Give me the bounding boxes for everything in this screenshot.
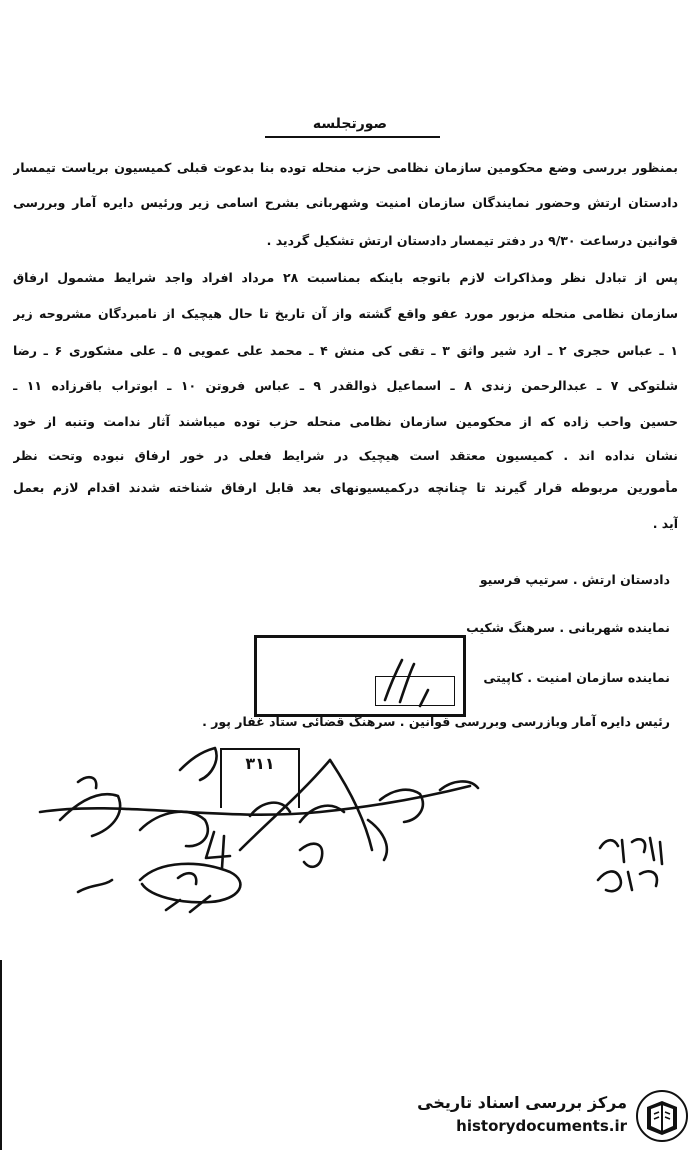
registration-number: ۳۱۱: [245, 754, 275, 773]
signatory-security: نماینده سازمان امنیت . کاپیتی: [483, 670, 670, 685]
body-line: نشان نداده اند . کمیسیون معتقد است هیچیک در شرایط فعلی در خور ارفاق نبوده وتحت نظر: [13, 448, 678, 463]
signatory-statistics-head: رئیس دایره آمار وبازرسی وبررسی قوانین . سرهنگ قضائی ستاد غفار پور .: [202, 714, 670, 729]
watermark-title: مرکز بررسی اسناد تاریخی: [417, 1093, 627, 1112]
body-line: پس از تبادل نظر ومذاکرات لازم باتوجه باینکه بمناسبت ۲۸ مرداد افراد واجد شرایط مشمول ارفاق: [13, 270, 678, 285]
body-line: ۱ ـ عباس حجری ۲ ـ ارد شیر واثق ۳ ـ تقی کی منش ۴ ـ محمد علی عمویی ۵ ـ علی مشکوری ۶ ـ رضا: [13, 343, 678, 358]
scan-edge-bar: [0, 960, 2, 1150]
signatory-prosecutor: دادستان ارتش . سرتیپ فرسیو: [479, 572, 670, 587]
body-line: شلتوکی ۷ ـ عبدالرحمن زندی ۸ ـ اسماعیل ذوالقدر ۹ ـ عباس فروتن ۱۰ ـ ابوتراب باقرزاده ۱۱ ـ: [13, 378, 678, 393]
body-line: حسین واحب زاده که از محکومین سازمان نظامی منحله حزب توده میباشند آثار ندامت وتنبه از خود: [13, 414, 678, 429]
document-title: صورتجلسه: [312, 116, 388, 132]
watermark-url: historydocuments.ir: [456, 1117, 627, 1135]
watermark-logo: [410, 1085, 695, 1145]
archive-book-icon: [635, 1089, 689, 1143]
signatory-police: نماینده شهربانی . سرهنگ شکیب: [466, 620, 670, 635]
body-line: دادستان ارتش وحضور نمایندگان سازمان امنیت وشهربانی بشرح اسامی زیر ورئیس دایره آمار وبررسی: [13, 195, 678, 210]
body-line: بمنظور بررسی وضع محکومین سازمان نظامی حزب منحله توده بنا بدعوت قبلی کمیسیون بریاست تیمسار: [13, 160, 678, 175]
body-line: مأمورین مربوطه قرار گیرند تا چنانچه درکمیسیونهای بعد قابل ارفاق شناخته شدند اقدام لازم بعمل: [13, 480, 678, 495]
body-line: قوانین درساعت ۹/۳۰ در دفتر تیمسار دادستان ارتش تشکیل گردید .: [266, 233, 678, 248]
body-line: سازمان نظامی منحله مزبور مورد عفو واقع گشته واز آن تاریخ تا حال هیچیک از نامبردگان مشروحه زیر: [13, 306, 678, 321]
body-line: آید .: [652, 516, 678, 531]
